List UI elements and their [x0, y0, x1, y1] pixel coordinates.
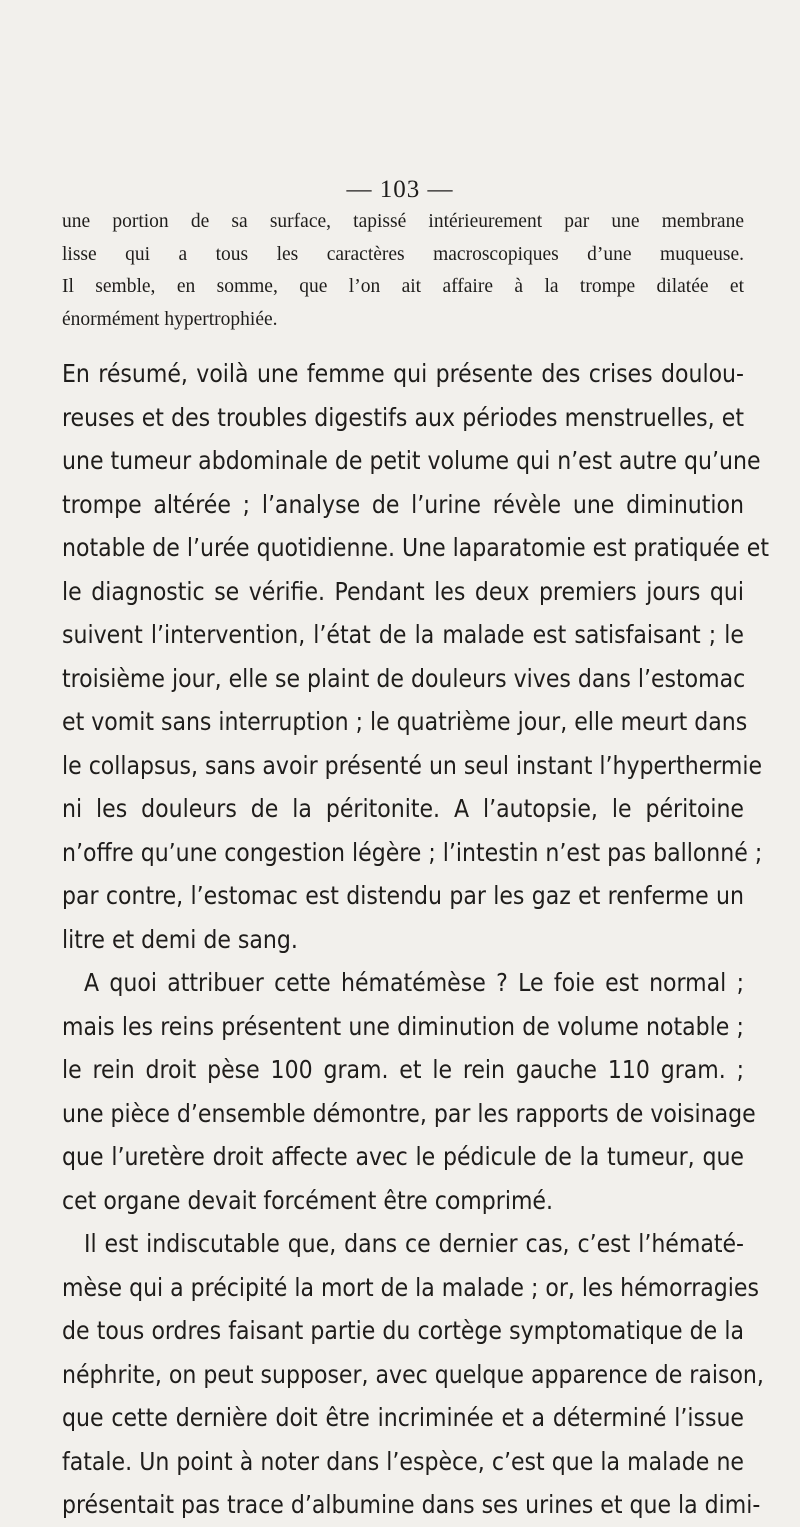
text-line: n’offre qu’une congestion légère ; l’intestin n’est pas ballonné ; — [62, 837, 763, 867]
text-line: mèse qui a précipité la mort de la malade ; or, les hémorragies — [62, 1272, 759, 1302]
text-line: une portion de sa surface, tapissé intérieurement par une membrane — [62, 211, 744, 232]
text-line: de tous ordres faisant partie du cortège symptomatique de la — [62, 1316, 744, 1345]
text-line: Il semble, en somme, que l’on ait affaire à la trompe dilatée et — [62, 276, 744, 297]
paragraph-4 — [62, 1222, 764, 1527]
text-line: cet organe devait forcément être comprimé. — [62, 1185, 553, 1215]
text-line: le rein droit pèse 100 gram. et le rein gauche 110 gram. ; — [62, 1055, 744, 1084]
text-line: le diagnostic se vérifie. Pendant les deux premiers jours qui — [62, 576, 744, 606]
paragraph-2 — [62, 352, 769, 961]
text-line: A quoi attribuer cette hématémèse ? Le foie est normal ; — [84, 968, 744, 997]
text-line: ni les douleurs de la péritonite. A l’autopsie, le péritoine — [62, 794, 744, 823]
text-line: troisième jour, elle se plaint de douleurs vives dans l’estomac — [62, 663, 746, 693]
text-line: une pièce d’ensemble démontre, par les rapports de voisinage — [62, 1098, 756, 1128]
text-line: énormément hypertrophiée. — [62, 308, 278, 330]
paragraph-3 — [62, 961, 756, 1222]
text-line: présentait pas trace d’albumine dans ses urines et que la dimi- — [62, 1490, 761, 1519]
main-text — [62, 352, 769, 1527]
text-line: mais les reins présentent une diminution de volume notable ; — [62, 1011, 744, 1041]
text-line: notable de l’urée quotidienne. Une laparatomie est pratiquée et — [62, 533, 769, 562]
text-line: Il est indiscutable que, dans ce dernier cas, c’est l’hématé- — [84, 1229, 744, 1258]
text-line: trompe altérée ; l’analyse de l’urine révèle une diminution — [62, 489, 744, 519]
text-line: néphrite, on peut supposer, avec quelque apparence de raison, — [62, 1359, 764, 1389]
page-number: — 103 — — [346, 176, 454, 203]
text-line: fatale. Un point à noter dans l’espèce, c’est que la malade ne — [62, 1446, 744, 1476]
paragraph-1 — [62, 206, 744, 336]
text-line: lisse qui a tous les caractères macroscopiques d’une muqueuse. — [62, 243, 744, 265]
text-line: une tumeur abdominale de petit volume qui n’est autre qu’une — [62, 446, 761, 475]
text-line: le collapsus, sans avoir présenté un seul instant l’hyperthermie — [62, 750, 763, 780]
text-line: litre et demi de sang. — [62, 924, 298, 954]
text-line: par contre, l’estomac est distendu par les gaz et renferme un — [62, 881, 744, 910]
text-line: et vomit sans interruption ; le quatrième jour, elle meurt dans — [62, 707, 748, 736]
text-line: suivent l’intervention, l’état de la malade est satisfaisant ; le — [62, 620, 744, 649]
text-line: reuses et des troubles digestifs aux périodes menstruelles, et — [62, 402, 744, 432]
text-line: que cette dernière doit être incriminée et a déterminé l’issue — [62, 1403, 744, 1432]
text-line: En résumé, voilà une femme qui présente des crises doulou- — [62, 359, 744, 388]
text-line: que l’uretère droit affecte avec le pédicule de la tumeur, que — [62, 1142, 744, 1171]
